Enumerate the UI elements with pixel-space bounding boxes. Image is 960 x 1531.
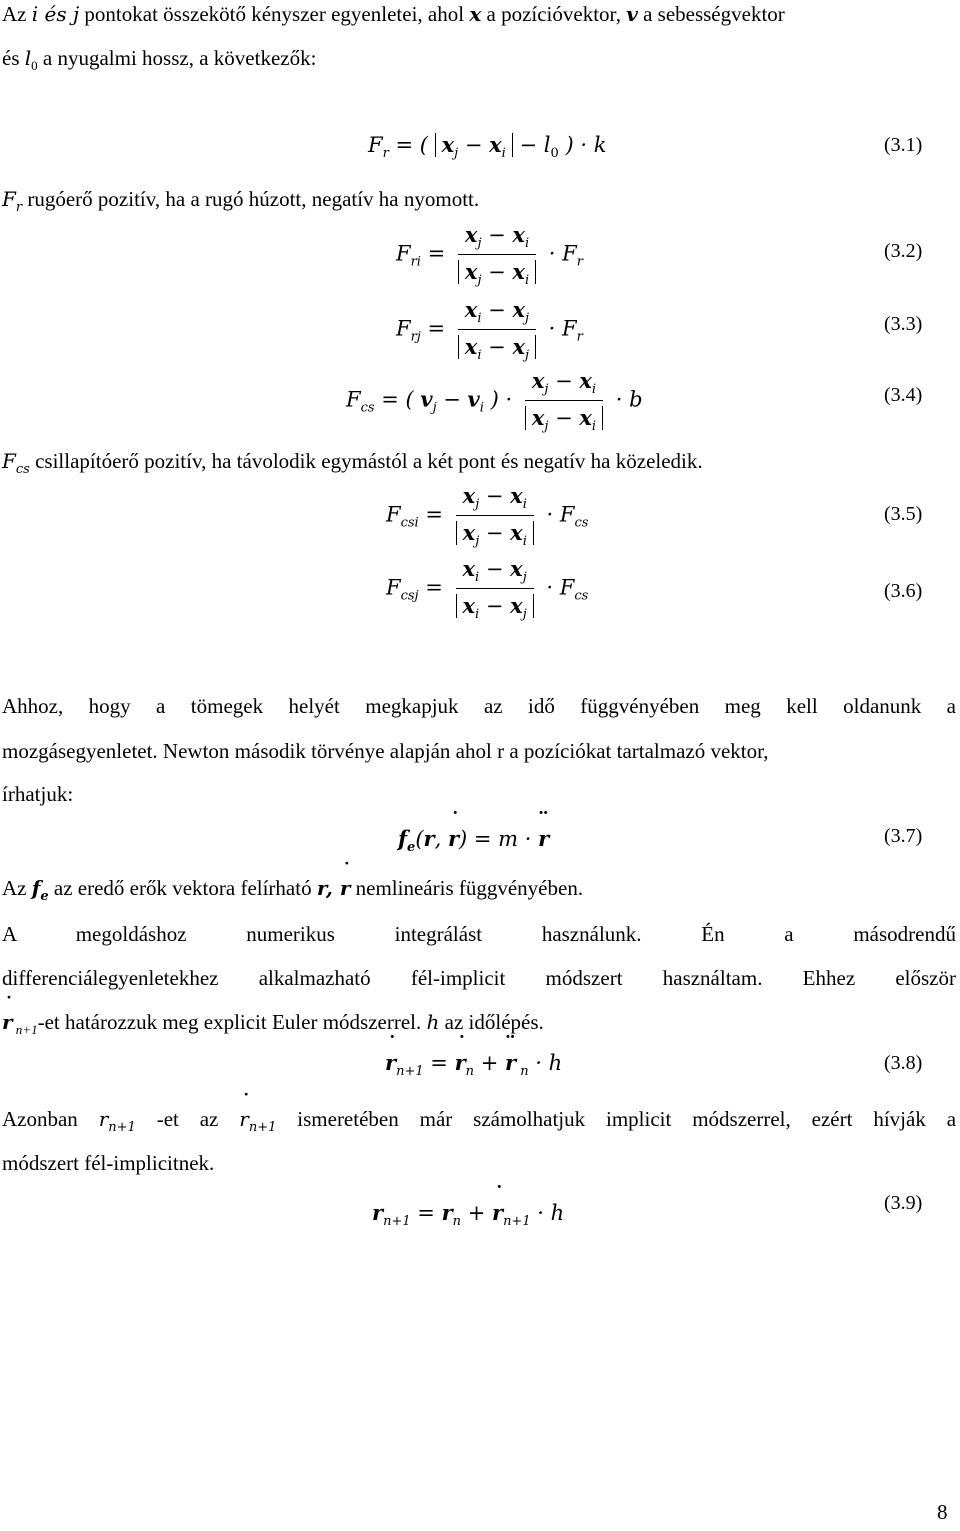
eq-number-3-5: (3.5) <box>884 503 923 525</box>
intro-line-2: és $l_0$ a nyugalmi hossz, a következők: <box>2 46 317 73</box>
eq-number-3-3: (3.3) <box>884 313 923 335</box>
para2-line-1: A megoldáshoz numerikus integrálást használunk. Én a másodrendű <box>2 922 956 946</box>
equation-3-8: r $˙_{n+1} = r$ $˙_n + r$ ¨ $_n$ · h <box>385 1050 562 1079</box>
equation-3-2: $F_{ri}$ = $\frac{x_j - x_i}{x_j - x_i}$ · $F_r$ <box>396 222 583 288</box>
eq-number-3-9: (3.9) <box>884 1192 923 1214</box>
equation-3-3: $F_{rj}$ = $\frac{x_i - x_j}{x_i - x_j}$ · $F_r$ <box>396 297 583 363</box>
para3-line-2: módszert fél-implicitnek. <box>2 1151 215 1175</box>
eq-number-3-1: (3.1) <box>884 134 923 156</box>
eq-number-3-6: (3.6) <box>884 580 923 602</box>
para1-line-1: Ahhoz, hogy a tömegek helyét megkapjuk az idő függvényében meg kell oldanunk a <box>2 694 956 718</box>
eq-number-3-8: (3.8) <box>884 1052 923 1074</box>
intro-line-1: Az i és j pontokat összekötő kényszer egyenletei, ahol x a pozícióvektor, v a sebességvektor <box>2 2 785 26</box>
para1-line-3: írhatjuk: <box>2 782 74 806</box>
para2-line-3: r ˙ $_{n+1}$-et határozzuk meg explicit Euler módszerrel. h az időlépés. <box>2 1004 956 1048</box>
eq-number-3-4: (3.4) <box>884 384 923 406</box>
equation-3-4: $F_{cs}$ = ( $v_j - v_i$ ) · $\frac{x_j - x_i}{x_j - x_i}$ · b <box>346 368 643 434</box>
damping-force-text: $F_{cs}$ csillapítóerő pozitív, ha távolodik egymástól a két pont és negatív ha közeledik. <box>2 449 703 477</box>
para3-line-1: Azonban $r_{n+1}$ -et az r $˙_{n+1}$ ismeretében már számolhatjuk implicit módszerrel, ezért hívják a <box>2 1101 956 1146</box>
equation-3-6: $F_{csj}$ = $\frac{x_i - x_j}{x_i - x_j}$ · $F_{cs}$ <box>386 556 589 622</box>
equation-3-1: $F_r$ = ( $x_j - x_i - l_0$ ) · k <box>368 132 607 161</box>
equation-3-9: $r_{n+1} = r_n + r$ $˙_{n+1} \cdot h$ <box>372 1200 564 1229</box>
eq-number-3-7: (3.7) <box>884 825 923 847</box>
equation-3-7: $f_e(r$, r ˙) = m · r ¨ <box>398 826 549 855</box>
para2-line-2: differenciálegyenletekhez alkalmazható fél-implicit módszert használtam. Ehhez először <box>2 966 956 990</box>
fe-text: Az $f_e$ az eredő erők vektora felírható r, r ˙ nemlineáris függvényében. <box>2 870 956 915</box>
para1-line-2: mozgásegyenletet. Newton második törvénye alapján ahol r a pozíciókat tartalmazó vektor, <box>2 739 769 763</box>
page-number: 8 <box>937 1500 948 1524</box>
equation-3-5: $F_{csi}$ = $\frac{x_j - x_i}{x_j - x_i}$ · $F_{cs}$ <box>386 483 589 549</box>
spring-force-text: $F_r$ rugóerő pozitív, ha a rugó húzott, negatív ha nyomott. <box>2 187 480 215</box>
eq-number-3-2: (3.2) <box>884 240 923 262</box>
